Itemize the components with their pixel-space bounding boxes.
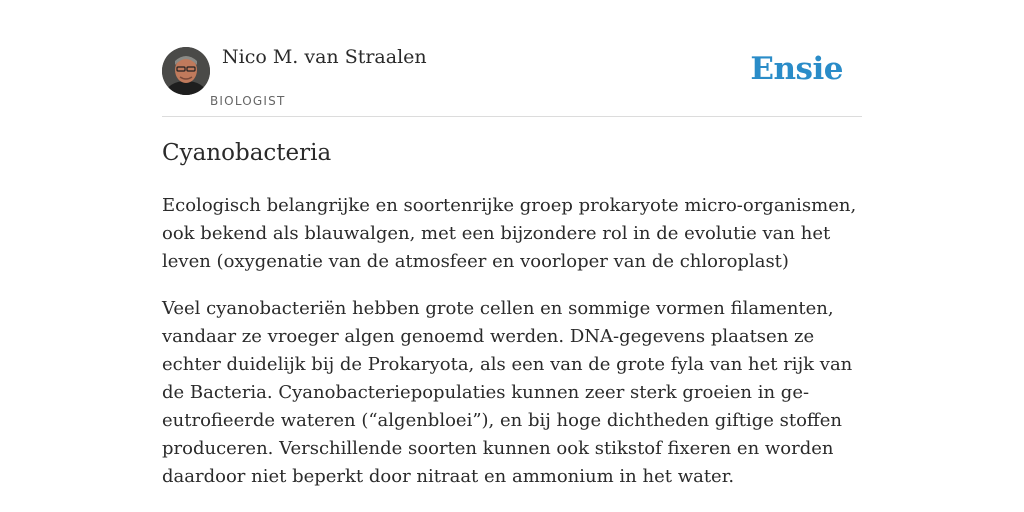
site-logo[interactable]: Ensie [750, 51, 843, 87]
entry-header [162, 0, 862, 117]
definition-paragraph: Ecologisch belangrijke en soortenrijke groep prokaryote micro-organismen, ook bekend als blauwalgen, met een bijzondere rol in de evolutie van het leven (oxygenatie van de atmosfeer en voorloper van de chloroplast) [162, 195, 857, 272]
avatar[interactable] [162, 47, 210, 95]
author-role: BIOLOGIST [210, 94, 286, 108]
author-portrait-icon [162, 47, 210, 95]
entry-title: Cyanobacteria [162, 140, 332, 166]
entry-card [162, 0, 862, 512]
description-paragraph: Veel cyanobacteriën hebben grote cellen en sommige vormen filamenten, vandaar ze vroeger algen genoemd werden. DNA-gegevens plaatsen ze echter duidelijk bij de Prokaryota, als een van de grote fyla van het rijk van de Bacteria. Cyanobacteriepopulaties kunnen zeer sterk groeien in ge-eutrofieerde wateren (“algenbloei”), en bij hoge dichtheden giftige stoffen produceren. Verschillende soorten kunnen ook stikstof fixeren en worden daardoor niet beperkt door nitraat en ammonium in het water. [162, 298, 853, 487]
author-name[interactable]: Nico M. van Straalen [222, 46, 427, 68]
